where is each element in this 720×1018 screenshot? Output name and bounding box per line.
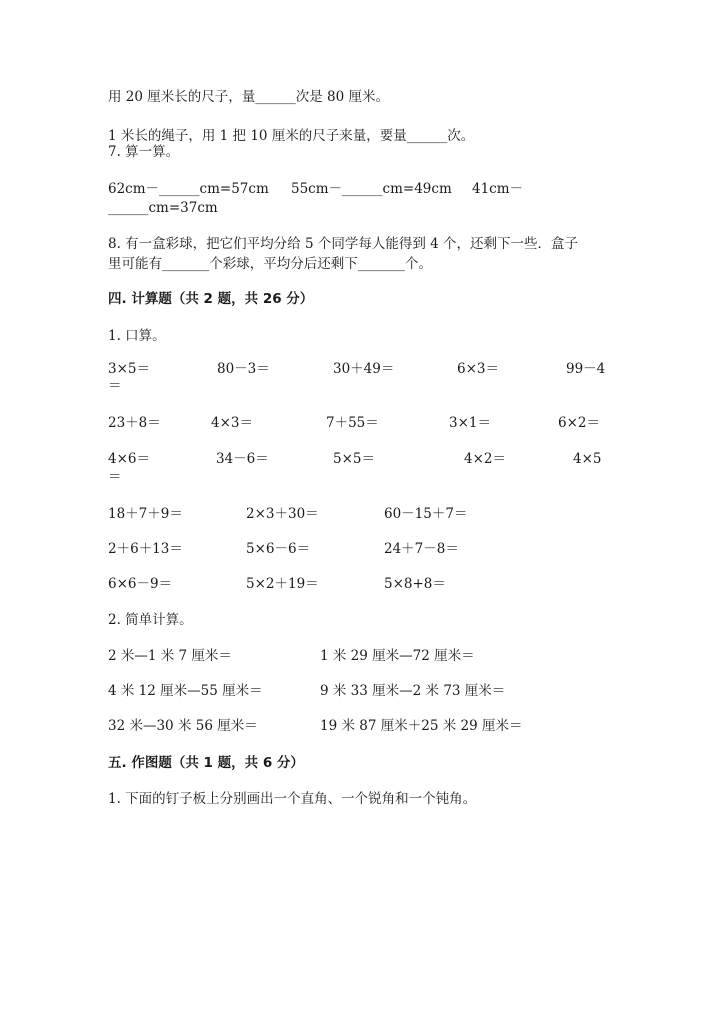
s5-q1: 1. 下面的钉子板上分别画出一个直角、一个锐角和一个钝角。 [108, 791, 477, 807]
oral-item: 5×6－6＝ [246, 541, 311, 557]
q7-item-wrap: ______cm=37cm [108, 200, 218, 216]
question-8-line2: 里可能有_______个彩球，平均分后还剩下_______个。 [108, 256, 432, 272]
oral-item: 7＋55＝ [326, 415, 379, 431]
oral-item: 80－3＝ [217, 361, 270, 377]
section-4-title: 四. 计算题（共 2 题，共 26 分） [108, 291, 314, 307]
oral-item: 2＋6＋13＝ [108, 541, 183, 557]
oral-item: 6×2＝ [558, 415, 600, 431]
simple-item: 32 米—30 米 56 厘米＝ [108, 718, 258, 734]
oral-item-wrap: ＝ [108, 469, 122, 485]
s4-q1-title: 1. 口算。 [108, 328, 166, 344]
section-5-title: 五. 作图题（共 1 题，共 6 分） [108, 755, 304, 771]
oral-item: 4×5 [573, 451, 602, 467]
oral-item: 24＋7－8＝ [384, 541, 459, 557]
oral-item: 18＋7＋9＝ [108, 506, 183, 522]
simple-item: 1 米 29 厘米—72 厘米＝ [320, 648, 475, 664]
oral-item: 6×6－9＝ [108, 576, 173, 592]
simple-item: 4 米 12 厘米—55 厘米＝ [108, 683, 263, 699]
question-rope: 1 米长的绳子，用 1 把 10 厘米的尺子来量，要量______次。 [108, 128, 475, 144]
oral-item: 5×2＋19＝ [246, 576, 319, 592]
simple-item: 19 米 87 厘米＋25 米 29 厘米＝ [320, 718, 523, 734]
oral-item: 34－6＝ [216, 451, 269, 467]
oral-item: 30＋49＝ [333, 361, 395, 377]
oral-item: 4×6＝ [108, 451, 150, 467]
q7-item: 41cm－ [472, 181, 524, 197]
oral-item: 3×5＝ [108, 361, 150, 377]
oral-item: 5×5＝ [333, 451, 375, 467]
q7-item: 62cm－______cm=57cm [108, 181, 269, 197]
oral-item: 3×1＝ [449, 415, 491, 431]
oral-item: 2×3＋30＝ [246, 506, 319, 522]
oral-item: 5×8+8＝ [384, 576, 446, 592]
oral-item: 4×3＝ [211, 415, 253, 431]
oral-item: 99－4 [566, 361, 606, 377]
question-ruler: 用 20 厘米长的尺子，量______次是 80 厘米。 [108, 89, 390, 105]
question-7-title: 7. 算一算。 [108, 144, 180, 160]
oral-item: 60－15＋7＝ [384, 506, 468, 522]
question-8-line1: 8. 有一盒彩球，把它们平均分给 5 个同学每人能得到 4 个，还剩下一些．盒子 [108, 236, 579, 252]
oral-item: 23＋8＝ [108, 415, 161, 431]
oral-item-wrap: ＝ [108, 378, 122, 394]
simple-item: 2 米—1 米 7 厘米＝ [108, 648, 232, 664]
oral-item: 4×2＝ [464, 451, 506, 467]
q7-item: 55cm－______cm=49cm [291, 181, 452, 197]
simple-item: 9 米 33 厘米—2 米 73 厘米＝ [320, 683, 506, 699]
oral-item: 6×3＝ [457, 361, 499, 377]
s4-q2-title: 2. 简单计算。 [108, 612, 193, 628]
